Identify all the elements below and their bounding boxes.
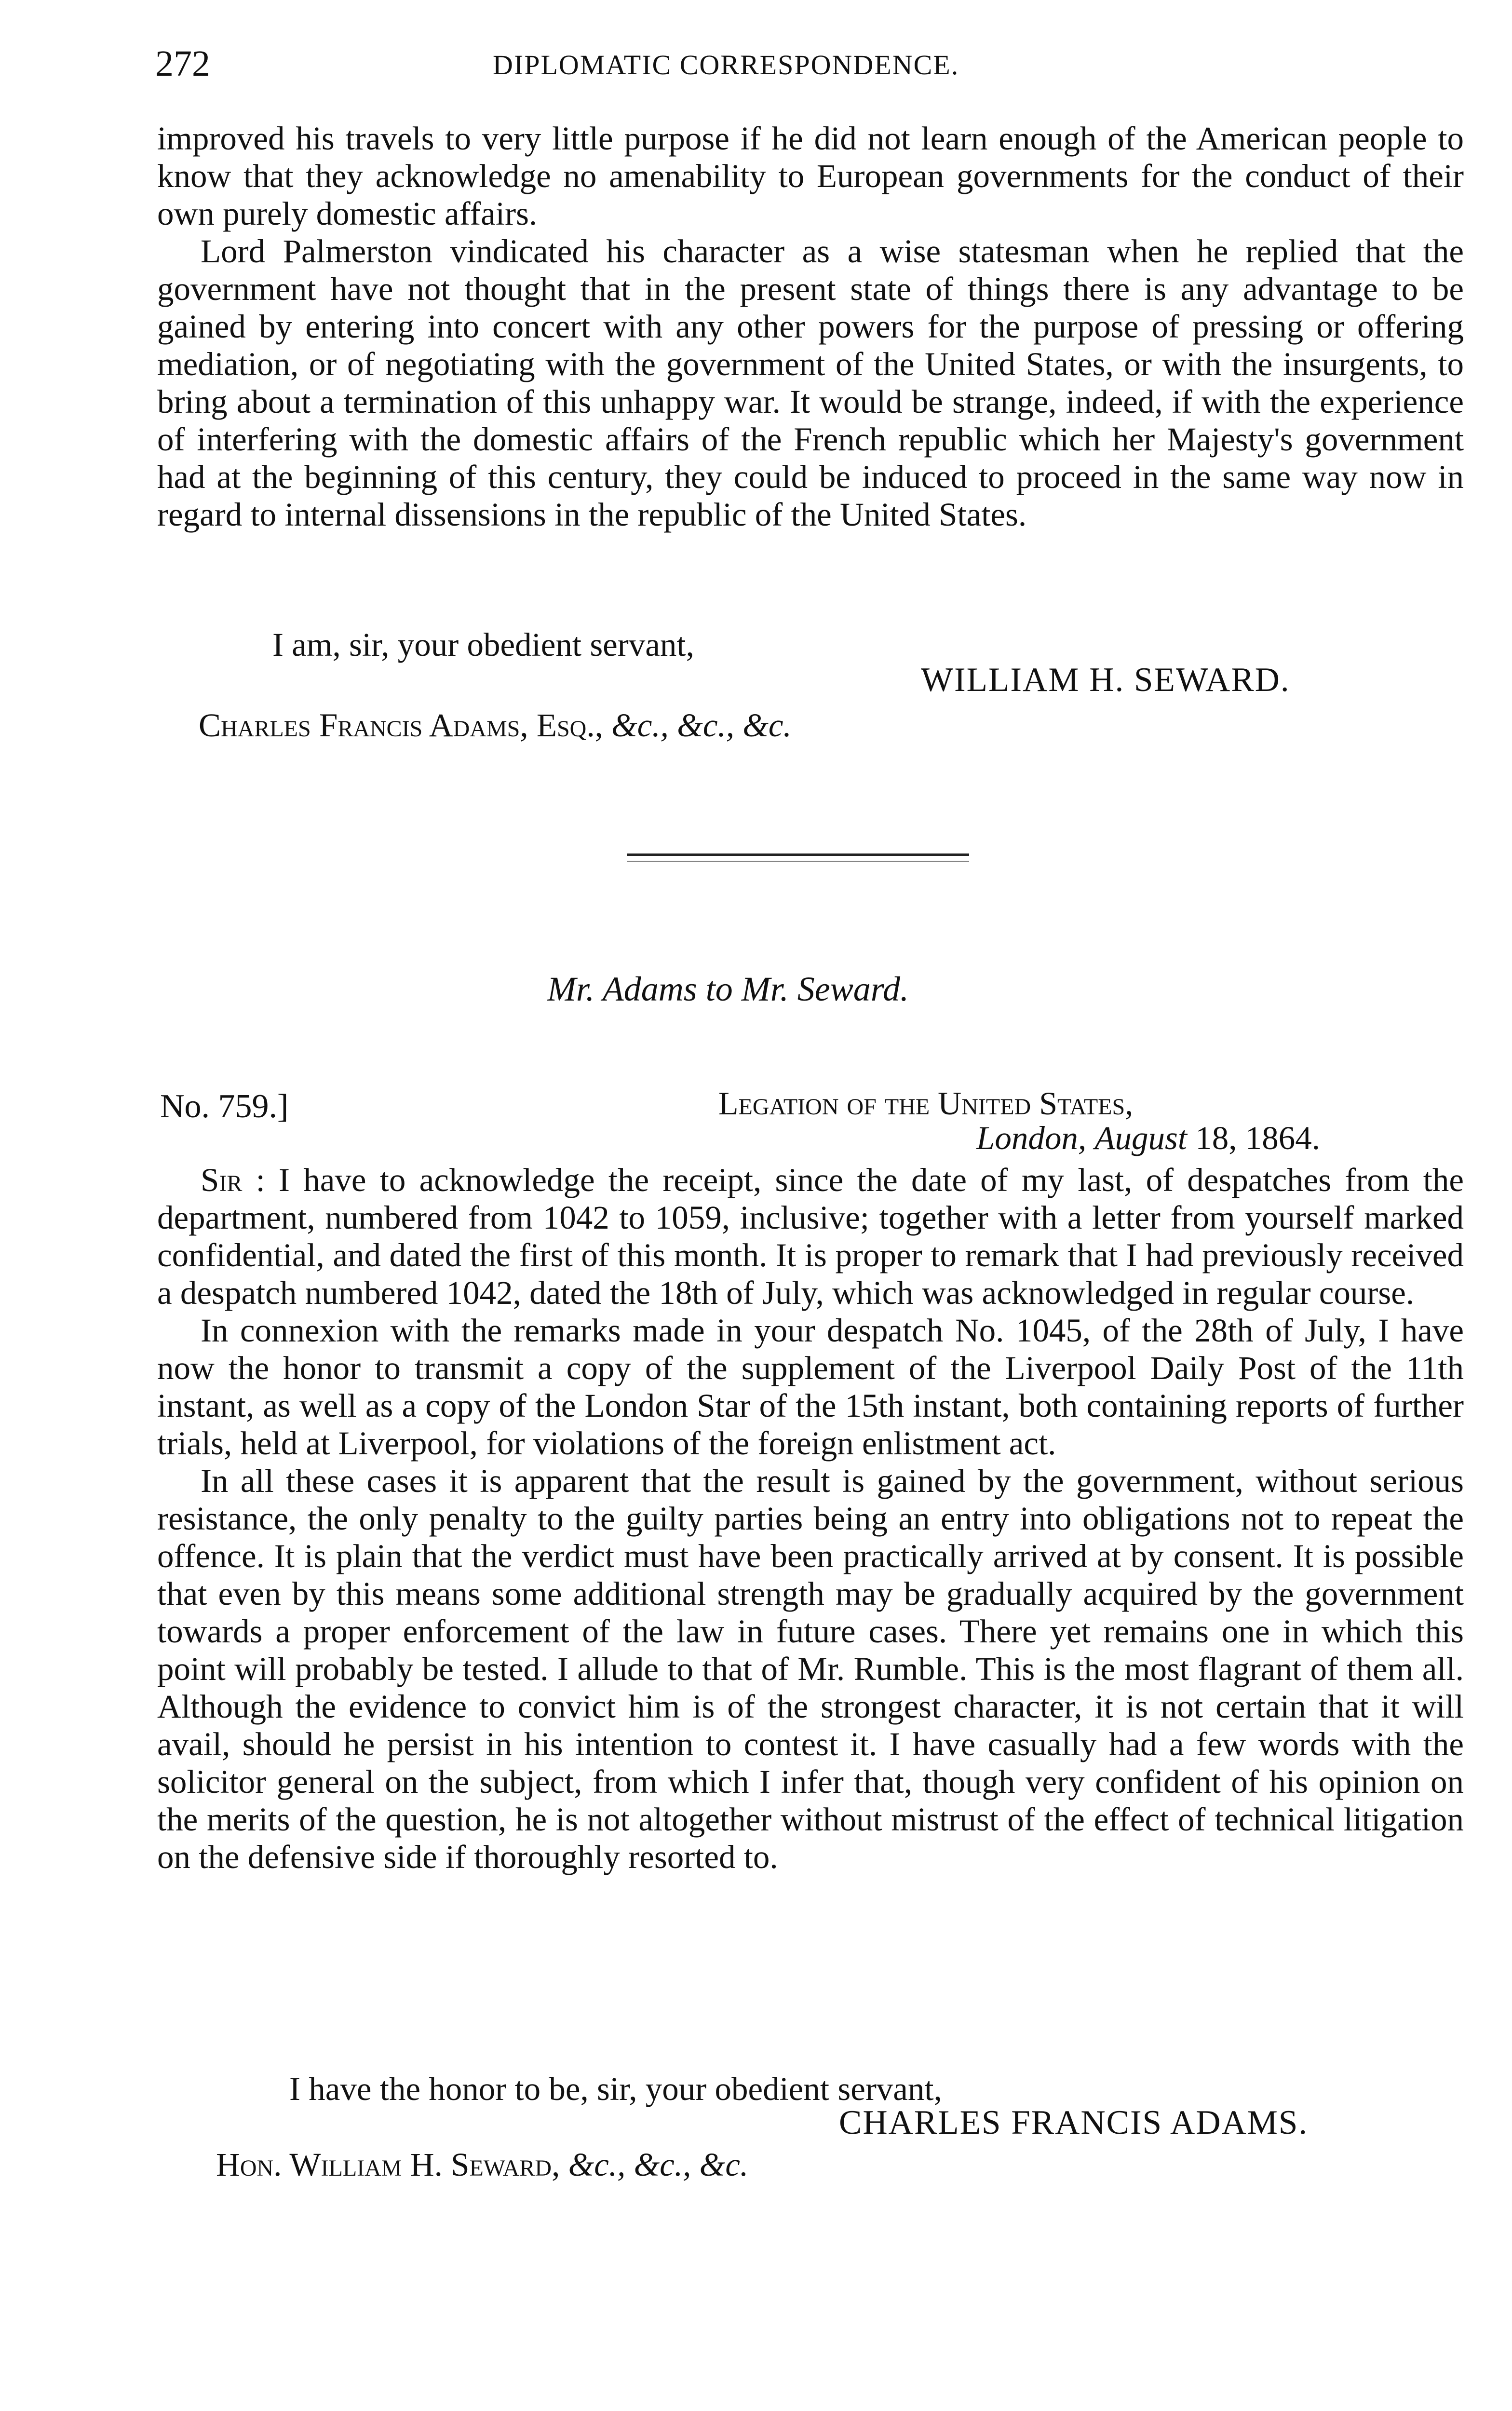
letter-one-paragraph-1: improved his travels to very little purpose if he did not learn enough of the American people to know that they acknowledge no amenability to European governments for the conduct of their own purely domestic affairs. <box>157 120 1464 232</box>
letter-two-paragraph-1 <box>157 1161 1464 1312</box>
letter-one-signature: WILLIAM H. SEWARD. <box>921 661 1290 699</box>
letter-one-paragraph-2: Lord Palmerston vindicated his character as a wise statesman when he replied that the government have not thought that in the present state of things there is any advantage to be gained by entering into concert with any other powers for the purpose of pressing or offering mediation, or of negotiating with the government of the United States, or with the insurgents, to bring about a termination of this unhappy war. It would be strange, indeed, if with the experience of interfering with the domestic affairs of the French republic which her Majesty's government had at the beginning of this century, they could be induced to proceed in the same way now in regard to internal dissensions in the republic of the United States. <box>157 233 1464 533</box>
page-number: 272 <box>155 43 210 84</box>
place-date-line <box>976 1119 1320 1157</box>
letter-two-addressee-name: Hon. William H. Seward, <box>216 2146 560 2183</box>
date-rest: 18, 1864. <box>1195 1120 1321 1156</box>
salutation: Sir : <box>201 1162 265 1198</box>
letter-two-paragraph-2: In connexion with the remarks made in your despatch No. 1045, of the 28th of July, I have now the honor to transmit a copy of the supplement of the Liverpool Daily Post of the 11th instant, as well as a copy of the London Star of the 15th instant, both containing reports of further trials, held at Liverpool, for violations of the foreign enlistment act. <box>157 1312 1464 1462</box>
legation-heading: Legation of the United States, <box>718 1085 1134 1122</box>
letter-two-addressee-etc: &c., &c., &c. <box>568 2146 749 2183</box>
letter-two-title: Mr. Adams to Mr. Seward. <box>547 970 909 1008</box>
month-name: August <box>1094 1120 1188 1156</box>
page-header <box>155 40 1390 93</box>
letter-two-closing: I have the honor to be, sir, your obedient servant, <box>289 2071 942 2107</box>
letter-two-paragraph-3: In all these cases it is apparent that the result is gained by the government, without serious resistance, the only penalty to the guilty parties being an entry into obligations not to repeat the offence. It is plain that the verdict must have been practically arrived at by consent. It is possible that even by this means some additional strength may be gradually acquired by the government towards a proper enforcement of the law in future cases. There yet remains one in which this point will probably be tested. I allude to that of Mr. Rumble. This is the most flagrant of them all. Although the evidence to convict him is of the strongest character, it is not certain that it will avail, should he persist in his intention to contest it. I have casually had a few words with the solicitor general on the subject, from which I infer that, though very confident of his opinion on the merits of the question, he is not altogether without mistrust of the effect of technical litigation on the defensive side if thoroughly resorted to. <box>157 1463 1464 1875</box>
letter-one-addressee <box>199 706 792 744</box>
letter-two-body <box>157 1161 1464 1876</box>
letter-one-body <box>157 120 1464 533</box>
letter-two-paragraph-1-text: I have to acknowledge the receipt, since the date of my last, of despatches from the department, numbered from 1042 to 1059, inclusive; together with a letter from yourself marked confidential, and dated the first of this month. It is proper to remark that I had previously received a despatch numbered 1042, dated the 18th of July, which was acknowledged in regular course. <box>157 1162 1464 1311</box>
section-divider <box>627 853 969 862</box>
running-head: DIPLOMATIC CORRESPONDENCE. <box>493 49 959 81</box>
letter-one-addressee-name: Charles Francis Adams, Esq., <box>199 707 603 744</box>
letter-one-closing: I am, sir, your obedient servant, <box>272 626 694 663</box>
letter-one-addressee-etc: &c., &c., &c. <box>611 707 792 744</box>
despatch-number: No. 759.] <box>160 1088 289 1125</box>
letter-two-addressee <box>216 2146 748 2183</box>
letter-two-signature: CHARLES FRANCIS ADAMS. <box>839 2104 1309 2141</box>
place-name: London, <box>976 1120 1087 1156</box>
